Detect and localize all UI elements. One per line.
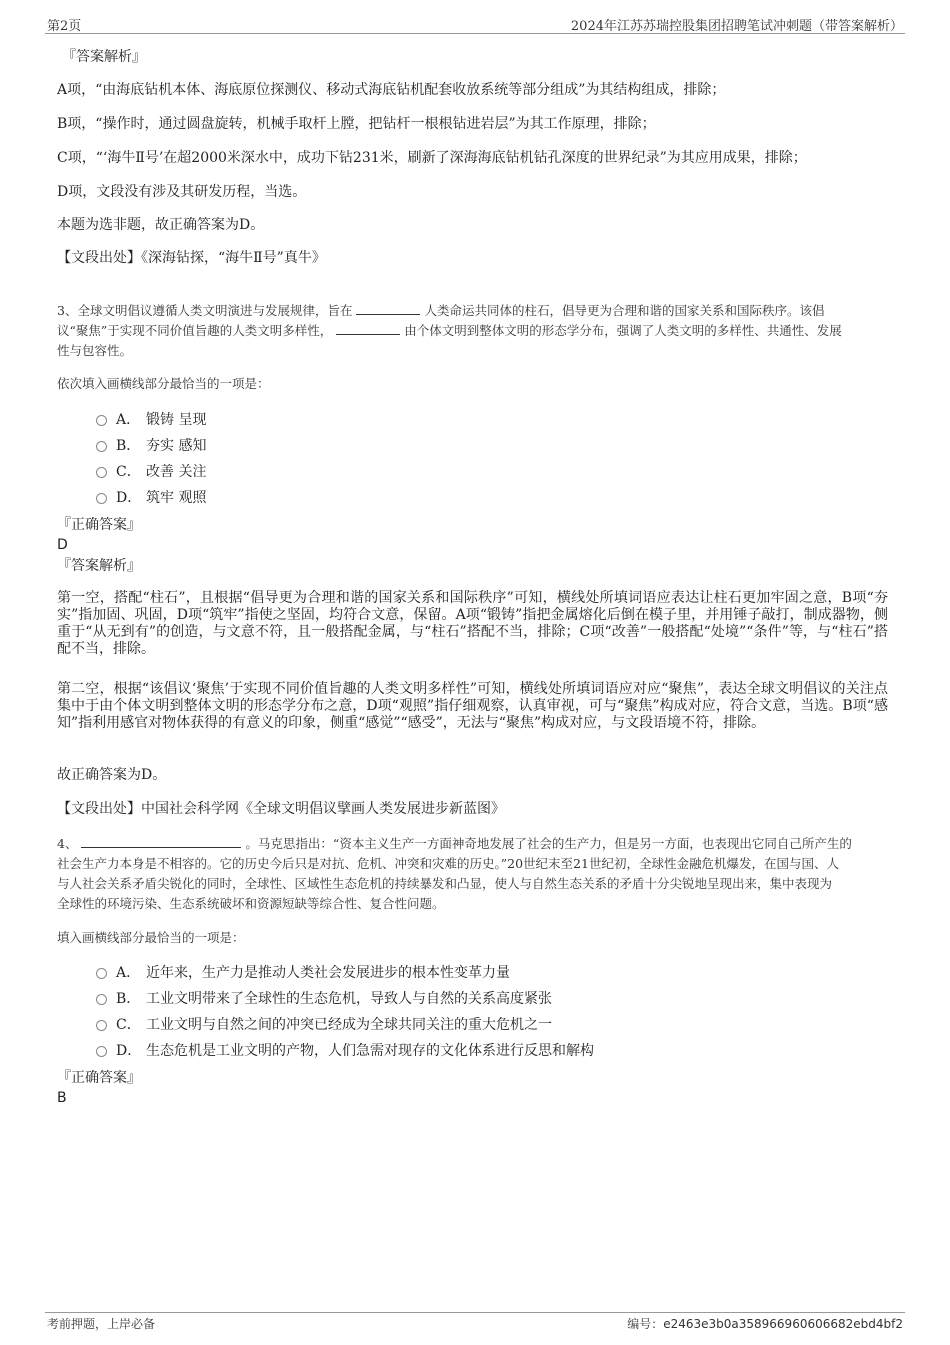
q4-stem-line4: 全球性的环境污染、生态系统破坏和资源短缺等综合性、复合性问题。 xyxy=(57,896,445,911)
q2-analysis-label: 『答案解析』 xyxy=(62,49,146,65)
radio-icon[interactable] xyxy=(96,415,107,426)
q4-prompt: 填入画横线部分最恰当的一项是： xyxy=(57,930,245,945)
q3-prompt: 依次填入画横线部分最恰当的一项是： xyxy=(57,376,270,391)
q3-analysis-paragraph-1: 第一空，搭配“柱石”，且根据“倡导更为合理和谐的国家关系和国际秩序”可知，横线处所填词语应表达让柱石更加牢固之意，B项“夯实”指加固、巩固，D项“筑牢”指使之坚固，均符合文意，保留。A项“锻铸”指把金属熔化后倒在模子里，并用锤子敲打，制成器物，侧重于“从无到有”的创造，与文意不符，且一般搭配金属，与“柱石”搭配不当，排除；C项“改善”一般搭配“处境”“条件”等，与“柱石”搭配不当，排除。 xyxy=(57,590,888,657)
q4-stem-line2: 社会生产力本身是不相容的。它的历史今后只是对抗、危机、冲突和灾难的历史。”20世纪末至21世纪初，全球性金融危机爆发，在国与国、人 xyxy=(57,856,839,871)
q4-blank xyxy=(81,835,241,848)
q3-option-d[interactable]: D． 筑牢 观照 xyxy=(96,489,206,507)
q3-conclusion: 故正确答案为D。 xyxy=(57,767,167,783)
radio-icon[interactable] xyxy=(96,1020,107,1031)
radio-icon[interactable] xyxy=(96,467,107,478)
q3-option-a[interactable]: A． 锻铸 呈现 xyxy=(96,411,206,429)
q4-option-a[interactable]: A． 近年来，生产力是推动人类社会发展进步的根本性变革力量 xyxy=(96,964,510,982)
q2-analysis-line: C项，“‘海牛Ⅱ号’在超2000米深水中，成功下钻231米，刷新了深海海底钻机钻孔深度的世界纪录”为其应用成果，排除； xyxy=(57,150,807,166)
q3-answer: D xyxy=(57,537,68,553)
q3-option-c[interactable]: C． 改善 关注 xyxy=(96,463,206,481)
q2-source: 【文段出处】《深海钻探，“海牛Ⅱ号”真牛》 xyxy=(57,250,326,266)
q2-analysis-line: A项，“由海底钻机本体、海底原位探测仪、移动式海底钻机配套收放系统等部分组成”为其结构组成，排除； xyxy=(57,82,726,98)
q3-stem-line2: 议“聚焦”于实现不同价值旨趣的人类文明多样性， 由个体文明到整体文明的形态学分布，强调了人类文明的多样性、共通性、发展 xyxy=(57,323,842,338)
radio-icon[interactable] xyxy=(96,441,107,452)
q4-answer-label: 『正确答案』 xyxy=(57,1070,141,1086)
q4-option-d[interactable]: D． 生态危机是工业文明的产物，人们急需对现存的文化体系进行反思和解构 xyxy=(96,1042,594,1060)
radio-icon[interactable] xyxy=(96,1046,107,1057)
q3-stem-line1: 3、全球文明倡议遵循人类文明演进与发展规律，旨在 人类命运共同体的柱石，倡导更为合理和谐的国家关系和国际秩序。该倡 xyxy=(57,303,825,318)
q4-stem-line1: 4、 。马克思指出：“资本主义生产一方面神奇地发展了社会的生产力，但是另一方面，也表现出它同自己所产生的 xyxy=(57,836,852,851)
q2-analysis-line: D项，文段没有涉及其研发历程，当选。 xyxy=(57,184,307,200)
q3-option-b[interactable]: B． 夯实 感知 xyxy=(96,437,206,455)
q4-option-c[interactable]: C． 工业文明与自然之间的冲突已经成为全球共同关注的重大危机之一 xyxy=(96,1016,552,1034)
q3-blank-1 xyxy=(356,302,420,315)
q3-stem-line3: 性与包容性。 xyxy=(57,343,133,358)
footer-slogan: 考前押题，上岸必备 xyxy=(47,1317,156,1331)
document-title: 2024年江苏苏瑞控股集团招聘笔试冲刺题（带答案解析） xyxy=(570,19,903,34)
q4-stem-line3: 与人社会关系矛盾尖锐化的同时，全球性、区域性生态危机的持续暴发和凸显，使人与自然生态关系的矛盾十分尖锐地呈现出来，集中表现为 xyxy=(57,876,833,891)
q3-analysis-paragraph-2: 第二空，根据“该倡议‘聚焦’于实现不同价值旨趣的人类文明多样性”可知，横线处所填词语应对应“聚焦”，表达全球文明倡议的关注点集中于由个体文明到整体文明的形态学分布之意，D项“观照”指仔细观察，认真审视，可与“聚焦”构成对应，符合文意，当选。B项“感知”指利用感官对物体获得的有意义的印象，侧重“感觉”“感受”，无法与“聚焦”构成对应，与文段语境不符，排除。 xyxy=(57,681,888,731)
radio-icon[interactable] xyxy=(96,493,107,504)
radio-icon[interactable] xyxy=(96,994,107,1005)
q4-option-b[interactable]: B． 工业文明带来了全球性的生态危机，导致人与自然的关系高度紧张 xyxy=(96,990,552,1008)
footer-code: 编号：e2463e3b0a358966960606682ebd4bf2 xyxy=(627,1317,903,1331)
page-number: 第2页 xyxy=(47,19,82,34)
q2-analysis-line: B项，“操作时，通过圆盘旋转，机械手取杆上膛，把钻杆一根根钻进岩层”为其工作原理，排除； xyxy=(57,116,656,132)
q3-analysis-label: 『答案解析』 xyxy=(57,558,141,574)
q3-blank-2 xyxy=(336,322,400,335)
footer-divider xyxy=(45,1312,905,1313)
q3-answer-label: 『正确答案』 xyxy=(57,517,141,533)
q2-conclusion: 本题为选非题，故正确答案为D。 xyxy=(57,217,265,233)
radio-icon[interactable] xyxy=(96,968,107,979)
q3-source: 【文段出处】中国社会科学网《全球文明倡议擘画人类发展进步新蓝图》 xyxy=(57,801,505,817)
q4-answer: B xyxy=(57,1090,67,1106)
header-divider xyxy=(45,33,905,34)
